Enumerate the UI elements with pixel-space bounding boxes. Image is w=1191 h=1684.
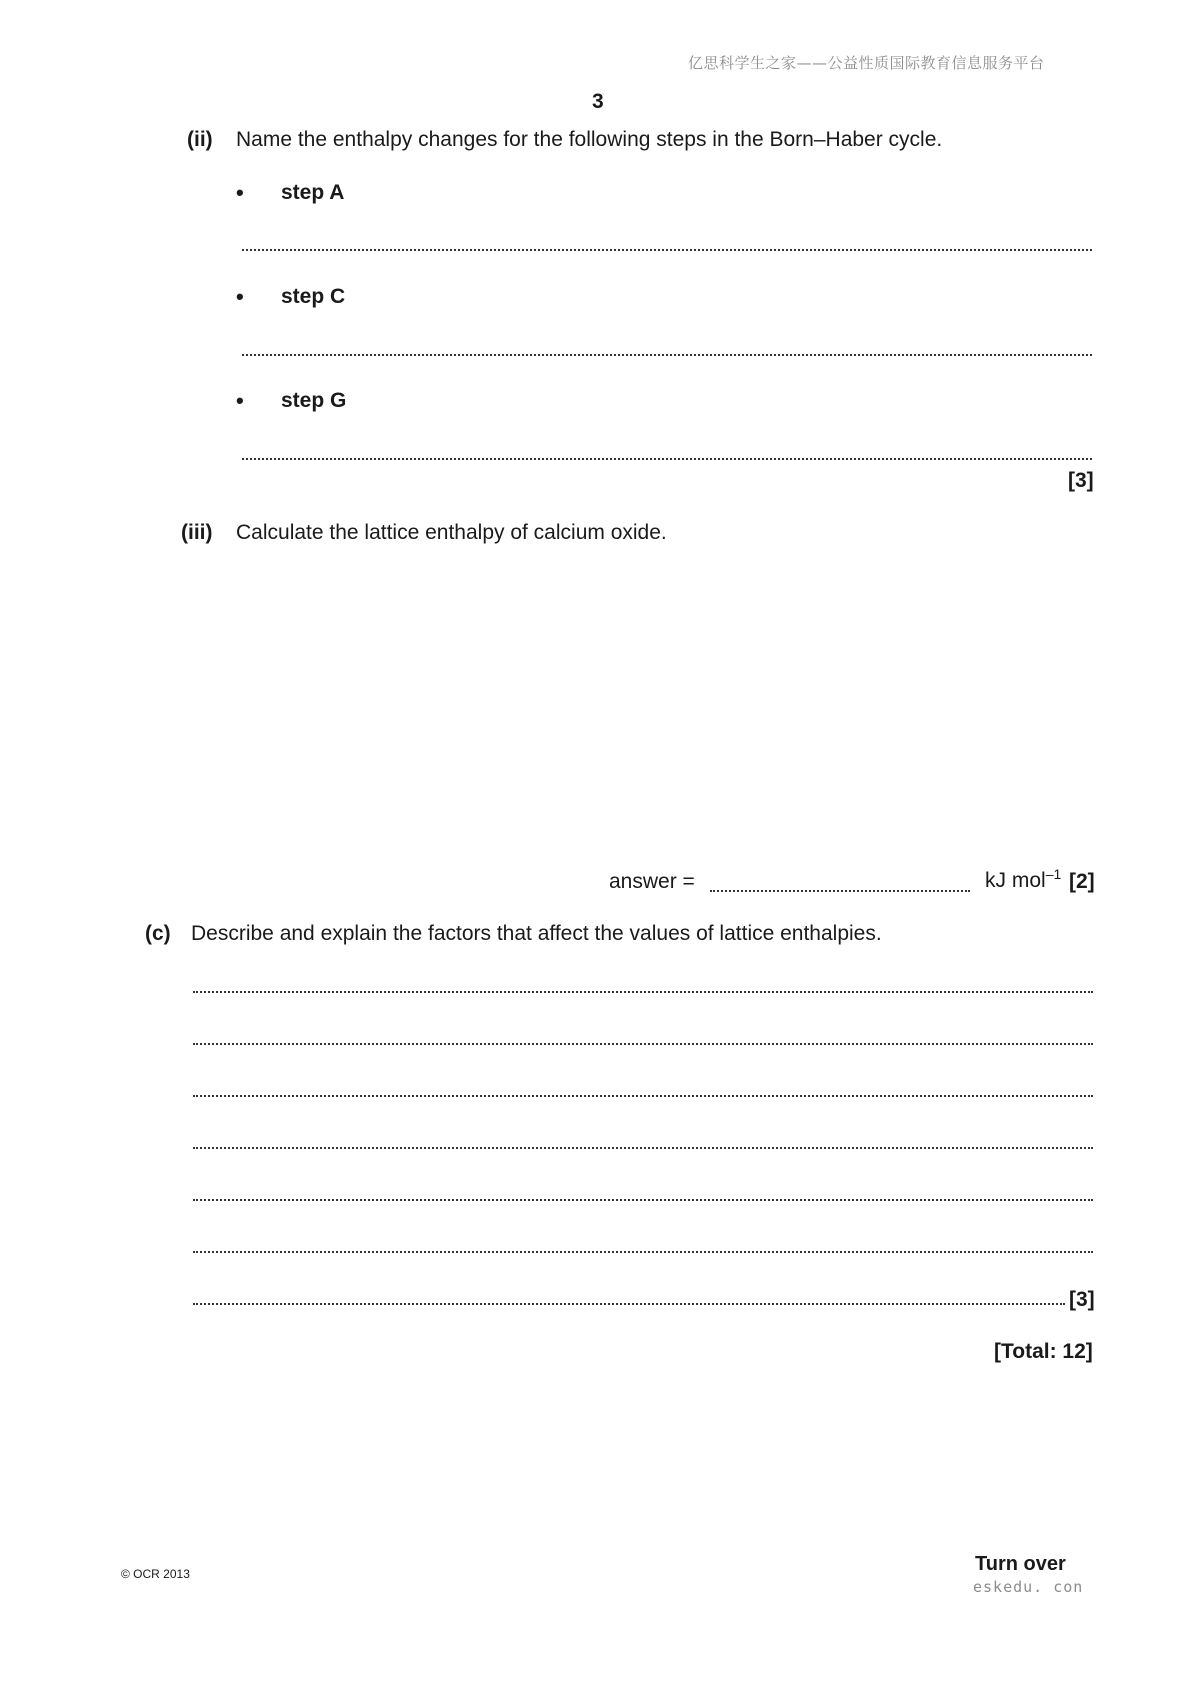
bullet-step-a: • bbox=[236, 180, 244, 205]
footer-watermark: eskedu. con bbox=[973, 1578, 1084, 1596]
part-c-marks: [3] bbox=[1069, 1288, 1095, 1311]
answer-unit bbox=[985, 866, 1061, 893]
copyright: © OCR 2013 bbox=[121, 1567, 190, 1581]
part-iii-marks: [2] bbox=[1069, 870, 1095, 893]
unit-main: kJ mol bbox=[985, 869, 1046, 892]
answer-line-step-g[interactable] bbox=[242, 458, 1092, 460]
step-g-label: step G bbox=[281, 389, 347, 412]
answer-line-c-4[interactable] bbox=[193, 1147, 1093, 1149]
working-space[interactable] bbox=[236, 560, 1092, 860]
unit-exponent: –1 bbox=[1045, 866, 1062, 882]
part-ii-marks: [3] bbox=[1068, 469, 1094, 492]
page-number: 3 bbox=[592, 90, 604, 113]
answer-line-c-6[interactable] bbox=[193, 1251, 1093, 1253]
answer-label: answer = bbox=[609, 870, 695, 893]
answer-line-c-5[interactable] bbox=[193, 1199, 1093, 1201]
answer-line-c-2[interactable] bbox=[193, 1043, 1093, 1045]
step-a-label: step A bbox=[281, 181, 345, 204]
part-c-question: Describe and explain the factors that affect the values of lattice enthalpies. bbox=[191, 922, 882, 945]
total-marks: [Total: 12] bbox=[994, 1340, 1093, 1363]
part-ii-question: Name the enthalpy changes for the following steps in the Born–Haber cycle. bbox=[236, 128, 943, 151]
answer-line-step-a[interactable] bbox=[242, 249, 1092, 251]
part-c-label: (c) bbox=[145, 922, 171, 945]
answer-line-lattice-enthalpy[interactable] bbox=[710, 890, 970, 892]
part-iii-question: Calculate the lattice enthalpy of calcium oxide. bbox=[236, 521, 667, 544]
header-watermark: 亿思科学生之家——公益性质国际教育信息服务平台 bbox=[688, 54, 1045, 72]
answer-line-c-1[interactable] bbox=[193, 991, 1093, 993]
answer-line-c-7[interactable] bbox=[193, 1303, 1065, 1305]
bullet-step-g: • bbox=[236, 388, 244, 413]
step-c-label: step C bbox=[281, 285, 346, 308]
part-iii-label: (iii) bbox=[181, 521, 213, 544]
answer-line-step-c[interactable] bbox=[242, 354, 1092, 356]
turn-over: Turn over bbox=[975, 1553, 1066, 1575]
part-ii-label: (ii) bbox=[187, 128, 213, 151]
answer-line-c-3[interactable] bbox=[193, 1095, 1093, 1097]
bullet-step-c: • bbox=[236, 284, 244, 309]
